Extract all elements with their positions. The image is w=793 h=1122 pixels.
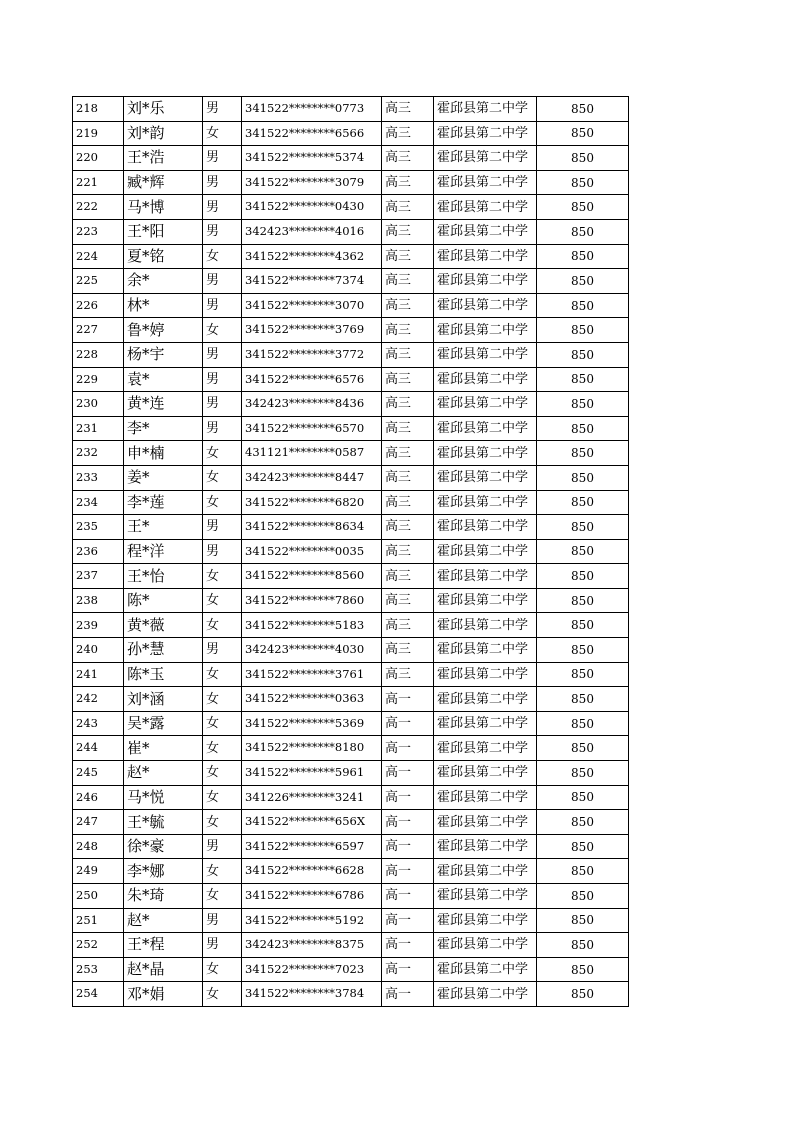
amount-cell: 850 [537,97,629,122]
student-name-cell: 马*博 [124,195,203,220]
row-number-cell: 227 [73,318,124,343]
student-name-cell: 崔* [124,736,203,761]
table-row [73,662,629,687]
id-number-cell: 341522********3772 [242,342,382,367]
amount-cell: 850 [537,834,629,859]
id-number-cell: 341522********6570 [242,416,382,441]
amount-cell: 850 [537,121,629,146]
school-cell: 霍邱县第二中学 [434,908,537,933]
gender-cell: 女 [203,982,242,1007]
student-name-cell: 臧*辉 [124,170,203,195]
grade-cell: 高三 [382,564,434,589]
grade-cell: 高一 [382,957,434,982]
row-number-cell: 252 [73,933,124,958]
id-number-cell: 341522********6597 [242,834,382,859]
table-row [73,859,629,884]
table-row [73,908,629,933]
row-number-cell: 231 [73,416,124,441]
amount-cell: 850 [537,539,629,564]
school-cell: 霍邱县第二中学 [434,465,537,490]
grade-cell: 高三 [382,318,434,343]
table-row [73,367,629,392]
amount-cell: 850 [537,687,629,712]
gender-cell: 女 [203,761,242,786]
amount-cell: 850 [537,465,629,490]
school-cell: 霍邱县第二中学 [434,269,537,294]
table-row [73,884,629,909]
gender-cell: 女 [203,810,242,835]
grade-cell: 高三 [382,613,434,638]
id-number-cell: 341522********0035 [242,539,382,564]
school-cell: 霍邱县第二中学 [434,392,537,417]
gender-cell: 男 [203,933,242,958]
table-row [73,97,629,122]
student-name-cell: 黄*连 [124,392,203,417]
grade-cell: 高一 [382,736,434,761]
student-name-cell: 杨*宇 [124,342,203,367]
row-number-cell: 253 [73,957,124,982]
school-cell: 霍邱县第二中学 [434,219,537,244]
id-number-cell: 342423********4030 [242,638,382,663]
amount-cell: 850 [537,441,629,466]
grade-cell: 高三 [382,490,434,515]
row-number-cell: 223 [73,219,124,244]
id-number-cell: 341522********0363 [242,687,382,712]
table-row [73,834,629,859]
grade-cell: 高三 [382,392,434,417]
row-number-cell: 228 [73,342,124,367]
student-name-cell: 刘*涵 [124,687,203,712]
id-number-cell: 342423********8375 [242,933,382,958]
gender-cell: 女 [203,711,242,736]
student-name-cell: 邓*娟 [124,982,203,1007]
student-name-cell: 袁* [124,367,203,392]
school-cell: 霍邱县第二中学 [434,244,537,269]
amount-cell: 850 [537,195,629,220]
student-name-cell: 夏*铭 [124,244,203,269]
school-cell: 霍邱县第二中学 [434,515,537,540]
table-row [73,810,629,835]
grade-cell: 高三 [382,170,434,195]
id-number-cell: 341522********656X [242,810,382,835]
grade-cell: 高三 [382,662,434,687]
table-row [73,613,629,638]
school-cell: 霍邱县第二中学 [434,761,537,786]
amount-cell: 850 [537,957,629,982]
table-row [73,465,629,490]
grade-cell: 高一 [382,711,434,736]
gender-cell: 女 [203,736,242,761]
row-number-cell: 234 [73,490,124,515]
row-number-cell: 236 [73,539,124,564]
gender-cell: 女 [203,564,242,589]
id-number-cell: 341522********3761 [242,662,382,687]
amount-cell: 850 [537,293,629,318]
student-name-cell: 鲁*婷 [124,318,203,343]
row-number-cell: 219 [73,121,124,146]
school-cell: 霍邱县第二中学 [434,810,537,835]
table-row [73,711,629,736]
id-number-cell: 341522********6786 [242,884,382,909]
id-number-cell: 341522********0430 [242,195,382,220]
id-number-cell: 342423********4016 [242,219,382,244]
school-cell: 霍邱县第二中学 [434,982,537,1007]
grade-cell: 高一 [382,933,434,958]
gender-cell: 男 [203,539,242,564]
id-number-cell: 341522********6820 [242,490,382,515]
table-row [73,195,629,220]
table-row [73,441,629,466]
id-number-cell: 341522********6566 [242,121,382,146]
row-number-cell: 235 [73,515,124,540]
school-cell: 霍邱县第二中学 [434,564,537,589]
row-number-cell: 221 [73,170,124,195]
school-cell: 霍邱县第二中学 [434,293,537,318]
gender-cell: 女 [203,244,242,269]
student-name-cell: 刘*韵 [124,121,203,146]
amount-cell: 850 [537,711,629,736]
school-cell: 霍邱县第二中学 [434,859,537,884]
school-cell: 霍邱县第二中学 [434,416,537,441]
student-name-cell: 林* [124,293,203,318]
id-number-cell: 341522********8180 [242,736,382,761]
gender-cell: 男 [203,195,242,220]
grade-cell: 高三 [382,465,434,490]
amount-cell: 850 [537,269,629,294]
amount-cell: 850 [537,367,629,392]
table-row [73,392,629,417]
amount-cell: 850 [537,933,629,958]
id-number-cell: 341522********8634 [242,515,382,540]
id-number-cell: 342423********8436 [242,392,382,417]
student-name-cell: 黄*薇 [124,613,203,638]
table-row [73,293,629,318]
amount-cell: 850 [537,588,629,613]
grade-cell: 高一 [382,687,434,712]
gender-cell: 男 [203,97,242,122]
row-number-cell: 245 [73,761,124,786]
table-row [73,564,629,589]
gender-cell: 男 [203,416,242,441]
student-name-cell: 王*毓 [124,810,203,835]
grade-cell: 高三 [382,121,434,146]
gender-cell: 男 [203,367,242,392]
id-number-cell: 341522********3079 [242,170,382,195]
gender-cell: 女 [203,465,242,490]
amount-cell: 850 [537,736,629,761]
gender-cell: 女 [203,662,242,687]
id-number-cell: 341226********3241 [242,785,382,810]
grade-cell: 高三 [382,539,434,564]
amount-cell: 850 [537,662,629,687]
grade-cell: 高三 [382,441,434,466]
school-cell: 霍邱县第二中学 [434,441,537,466]
grade-cell: 高三 [382,515,434,540]
school-cell: 霍邱县第二中学 [434,711,537,736]
row-number-cell: 243 [73,711,124,736]
row-number-cell: 224 [73,244,124,269]
table-row [73,219,629,244]
table-row [73,515,629,540]
row-number-cell: 250 [73,884,124,909]
row-number-cell: 254 [73,982,124,1007]
student-name-cell: 陈*玉 [124,662,203,687]
school-cell: 霍邱县第二中学 [434,662,537,687]
student-name-cell: 孙*慧 [124,638,203,663]
id-number-cell: 341522********6628 [242,859,382,884]
row-number-cell: 248 [73,834,124,859]
id-number-cell: 341522********5183 [242,613,382,638]
gender-cell: 女 [203,859,242,884]
student-name-cell: 程*洋 [124,539,203,564]
student-name-cell: 吴*露 [124,711,203,736]
gender-cell: 男 [203,515,242,540]
student-name-cell: 李* [124,416,203,441]
table-row [73,244,629,269]
grade-cell: 高一 [382,810,434,835]
student-name-cell: 李*娜 [124,859,203,884]
id-number-cell: 341522********3070 [242,293,382,318]
amount-cell: 850 [537,416,629,441]
student-name-cell: 王*程 [124,933,203,958]
school-cell: 霍邱县第二中学 [434,539,537,564]
grade-cell: 高一 [382,982,434,1007]
school-cell: 霍邱县第二中学 [434,170,537,195]
amount-cell: 850 [537,392,629,417]
grade-cell: 高一 [382,785,434,810]
grade-cell: 高三 [382,293,434,318]
table-row [73,170,629,195]
id-number-cell: 341522********6576 [242,367,382,392]
table-row [73,638,629,663]
amount-cell: 850 [537,146,629,171]
student-name-cell: 王*阳 [124,219,203,244]
amount-cell: 850 [537,342,629,367]
gender-cell: 男 [203,638,242,663]
grade-cell: 高三 [382,97,434,122]
table-row [73,687,629,712]
table-row [73,933,629,958]
student-name-cell: 余* [124,269,203,294]
row-number-cell: 246 [73,785,124,810]
id-number-cell: 341522********3784 [242,982,382,1007]
amount-cell: 850 [537,859,629,884]
row-number-cell: 229 [73,367,124,392]
grade-cell: 高三 [382,588,434,613]
table-row [73,416,629,441]
grade-cell: 高三 [382,195,434,220]
row-number-cell: 230 [73,392,124,417]
table-row [73,736,629,761]
row-number-cell: 249 [73,859,124,884]
gender-cell: 女 [203,490,242,515]
amount-cell: 850 [537,908,629,933]
id-number-cell: 341522********5374 [242,146,382,171]
table-row [73,269,629,294]
school-cell: 霍邱县第二中学 [434,834,537,859]
table-row [73,982,629,1007]
student-name-cell: 王* [124,515,203,540]
school-cell: 霍邱县第二中学 [434,933,537,958]
row-number-cell: 240 [73,638,124,663]
gender-cell: 男 [203,170,242,195]
table-row [73,121,629,146]
gender-cell: 男 [203,293,242,318]
grade-cell: 高三 [382,638,434,663]
school-cell: 霍邱县第二中学 [434,613,537,638]
school-cell: 霍邱县第二中学 [434,687,537,712]
school-cell: 霍邱县第二中学 [434,638,537,663]
roster-table-body [73,97,629,1007]
table-row [73,539,629,564]
gender-cell: 女 [203,957,242,982]
school-cell: 霍邱县第二中学 [434,957,537,982]
school-cell: 霍邱县第二中学 [434,884,537,909]
grade-cell: 高三 [382,146,434,171]
gender-cell: 女 [203,785,242,810]
student-name-cell: 赵* [124,761,203,786]
gender-cell: 男 [203,834,242,859]
gender-cell: 男 [203,219,242,244]
gender-cell: 女 [203,884,242,909]
amount-cell: 850 [537,170,629,195]
amount-cell: 850 [537,638,629,663]
student-name-cell: 朱*琦 [124,884,203,909]
grade-cell: 高一 [382,908,434,933]
school-cell: 霍邱县第二中学 [434,342,537,367]
row-number-cell: 242 [73,687,124,712]
student-name-cell: 王*怡 [124,564,203,589]
table-row [73,588,629,613]
id-number-cell: 341522********8560 [242,564,382,589]
row-number-cell: 251 [73,908,124,933]
student-name-cell: 姜* [124,465,203,490]
school-cell: 霍邱县第二中学 [434,195,537,220]
school-cell: 霍邱县第二中学 [434,367,537,392]
table-row [73,785,629,810]
amount-cell: 850 [537,982,629,1007]
row-number-cell: 220 [73,146,124,171]
row-number-cell: 218 [73,97,124,122]
grade-cell: 高三 [382,219,434,244]
id-number-cell: 341522********7860 [242,588,382,613]
row-number-cell: 238 [73,588,124,613]
row-number-cell: 225 [73,269,124,294]
id-number-cell: 342423********8447 [242,465,382,490]
student-name-cell: 马*悦 [124,785,203,810]
gender-cell: 女 [203,687,242,712]
row-number-cell: 241 [73,662,124,687]
grade-cell: 高一 [382,859,434,884]
gender-cell: 女 [203,613,242,638]
amount-cell: 850 [537,884,629,909]
student-name-cell: 徐*豪 [124,834,203,859]
grade-cell: 高一 [382,834,434,859]
id-number-cell: 341522********7023 [242,957,382,982]
roster-table [72,96,629,1007]
grade-cell: 高三 [382,342,434,367]
amount-cell: 850 [537,515,629,540]
id-number-cell: 341522********3769 [242,318,382,343]
school-cell: 霍邱县第二中学 [434,121,537,146]
id-number-cell: 341522********5961 [242,761,382,786]
table-row [73,318,629,343]
row-number-cell: 239 [73,613,124,638]
gender-cell: 男 [203,392,242,417]
student-name-cell: 赵* [124,908,203,933]
amount-cell: 850 [537,564,629,589]
amount-cell: 850 [537,785,629,810]
row-number-cell: 233 [73,465,124,490]
school-cell: 霍邱县第二中学 [434,588,537,613]
grade-cell: 高一 [382,884,434,909]
gender-cell: 男 [203,269,242,294]
row-number-cell: 247 [73,810,124,835]
id-number-cell: 341522********5369 [242,711,382,736]
gender-cell: 女 [203,441,242,466]
amount-cell: 850 [537,761,629,786]
student-name-cell: 赵*晶 [124,957,203,982]
student-name-cell: 李*莲 [124,490,203,515]
amount-cell: 850 [537,490,629,515]
grade-cell: 高三 [382,416,434,441]
id-number-cell: 341522********0773 [242,97,382,122]
amount-cell: 850 [537,613,629,638]
id-number-cell: 341522********4362 [242,244,382,269]
school-cell: 霍邱县第二中学 [434,785,537,810]
student-name-cell: 申*楠 [124,441,203,466]
id-number-cell: 431121********0587 [242,441,382,466]
id-number-cell: 341522********7374 [242,269,382,294]
row-number-cell: 232 [73,441,124,466]
table-row [73,957,629,982]
grade-cell: 高一 [382,761,434,786]
grade-cell: 高三 [382,367,434,392]
grade-cell: 高三 [382,244,434,269]
gender-cell: 女 [203,318,242,343]
amount-cell: 850 [537,219,629,244]
school-cell: 霍邱县第二中学 [434,97,537,122]
amount-cell: 850 [537,318,629,343]
table-row [73,490,629,515]
gender-cell: 男 [203,908,242,933]
student-name-cell: 陈* [124,588,203,613]
school-cell: 霍邱县第二中学 [434,490,537,515]
row-number-cell: 237 [73,564,124,589]
row-number-cell: 226 [73,293,124,318]
school-cell: 霍邱县第二中学 [434,736,537,761]
row-number-cell: 244 [73,736,124,761]
school-cell: 霍邱县第二中学 [434,318,537,343]
amount-cell: 850 [537,244,629,269]
gender-cell: 女 [203,588,242,613]
table-row [73,342,629,367]
amount-cell: 850 [537,810,629,835]
student-name-cell: 刘*乐 [124,97,203,122]
gender-cell: 男 [203,342,242,367]
table-row [73,761,629,786]
gender-cell: 男 [203,146,242,171]
school-cell: 霍邱县第二中学 [434,146,537,171]
student-name-cell: 王*浩 [124,146,203,171]
table-row [73,146,629,171]
grade-cell: 高三 [382,269,434,294]
gender-cell: 女 [203,121,242,146]
row-number-cell: 222 [73,195,124,220]
id-number-cell: 341522********5192 [242,908,382,933]
